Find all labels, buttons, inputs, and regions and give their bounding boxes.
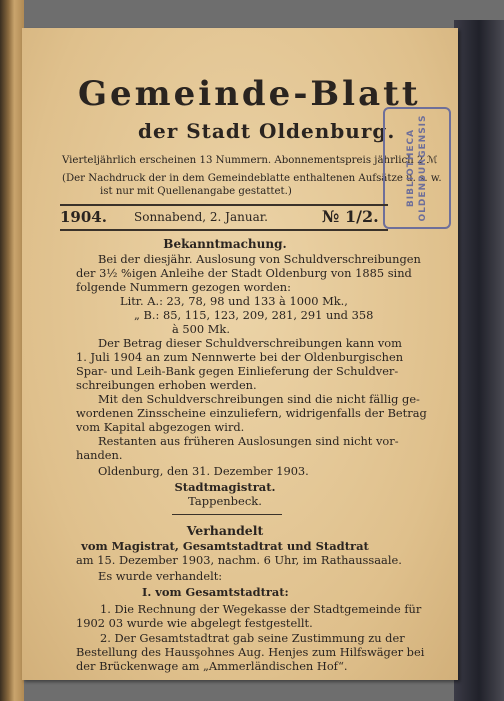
minutes-heading: Verhandelt [186, 523, 264, 538]
notice-line: der 3½ %igen Anleihe der Stadt Oldenburg von 1885 sind [76, 266, 412, 280]
book-binding-left [0, 0, 24, 701]
notice-line: Spar- und Leih-Bank gegen Einlieferung der Schuldver- [76, 364, 399, 378]
masthead-title: Gemeinde-Blatt [78, 74, 421, 114]
stamp-line1: BIBLIOTHECA [406, 128, 416, 208]
notice-authority: Stadtmagistrat. [174, 480, 276, 494]
issue-date: Sonnabend, 2. Januar. [134, 210, 268, 224]
notice-heading: Bekanntmachung. [163, 237, 287, 251]
library-stamp [383, 107, 451, 229]
notice-line: Mit den Schuldverschreibungen sind die nicht fällig ge- [98, 392, 420, 406]
minutes-line: 1902 03 wurde wie abgelegt festgestellt. [76, 616, 313, 630]
header-rule-bottom [60, 229, 388, 231]
notice-line: Restanten aus früheren Auslosungen sind nicht vor- [98, 434, 399, 448]
notice-line: schreibungen erhoben werden. [76, 378, 257, 392]
notice-place-date: Oldenburg, den 31. Dezember 1903. [98, 464, 309, 478]
minutes-subheading: vom Magistrat, Gesamtstadtrat und Stadtrat [81, 539, 369, 553]
issue-number: № 1/2. [322, 207, 379, 226]
minutes-line: 1. Die Rechnung der Wegekasse der Stadtgemeinde für [100, 602, 422, 616]
newspaper-page [22, 28, 458, 680]
section-divider [172, 514, 282, 515]
notice-line: Der Betrag dieser Schuldverschreibungen kann vom [98, 336, 402, 350]
stamp-line2: OLDENBURGENSIS [418, 114, 428, 222]
reprint-notice-line2: ist nur mit Quellenangabe gestattet.) [100, 186, 292, 197]
minutes-section: I. vom Gesamtstadtrat: [142, 585, 289, 599]
notice-line: 1. Juli 1904 an zum Nennwerte bei der Oldenburgischen [76, 350, 404, 364]
notice-line: à 500 Mk. [172, 322, 230, 336]
header-rule-top [60, 204, 388, 206]
minutes-date-line: am 15. Dezember 1903, nachm. 6 Uhr, im Rathaussaale. [76, 553, 402, 567]
notice-line: „ B.: 85, 115, 123, 209, 281, 291 und 358 [134, 308, 374, 322]
subscription-info: Vierteljährlich erscheinen 13 Nummern. Abonnementspreis jährlich 2 ℳ [62, 155, 438, 166]
minutes-line: 2. Der Gesamtstadtrat gab seine Zustimmung zu der [100, 631, 405, 645]
notice-signature: Tappenbeck. [188, 494, 262, 508]
notice-line: Litr. A.: 23, 78, 98 und 133 à 1000 Mk., [120, 294, 348, 308]
minutes-intro: Es wurde verhandelt: [98, 569, 223, 583]
notice-line: folgende Nummern gezogen worden: [76, 280, 291, 294]
notice-line: handen. [76, 448, 123, 462]
masthead-subtitle: der Stadt Oldenburg. [138, 119, 396, 143]
minutes-line: Bestellung des Hausşohnes Aug. Henjes zum Hilfswäger bei [76, 645, 425, 659]
book-cover-edge [454, 20, 504, 701]
notice-line: wordenen Zinsscheine einzuliefern, widrigenfalls der Betrag [76, 406, 427, 420]
minutes-line: der Brückenwage am „Ammerländischen Hof“. [76, 659, 348, 673]
notice-line: vom Kapital abgezogen wird. [76, 420, 245, 434]
issue-year: 1904. [60, 208, 107, 226]
notice-line: Bei der diesjähr. Auslosung von Schuldverschreibungen [98, 252, 421, 266]
reprint-notice-line1: (Der Nachdruck der in dem Gemeindeblatte enthaltenen Aufsätze u. s. w. [62, 173, 442, 184]
